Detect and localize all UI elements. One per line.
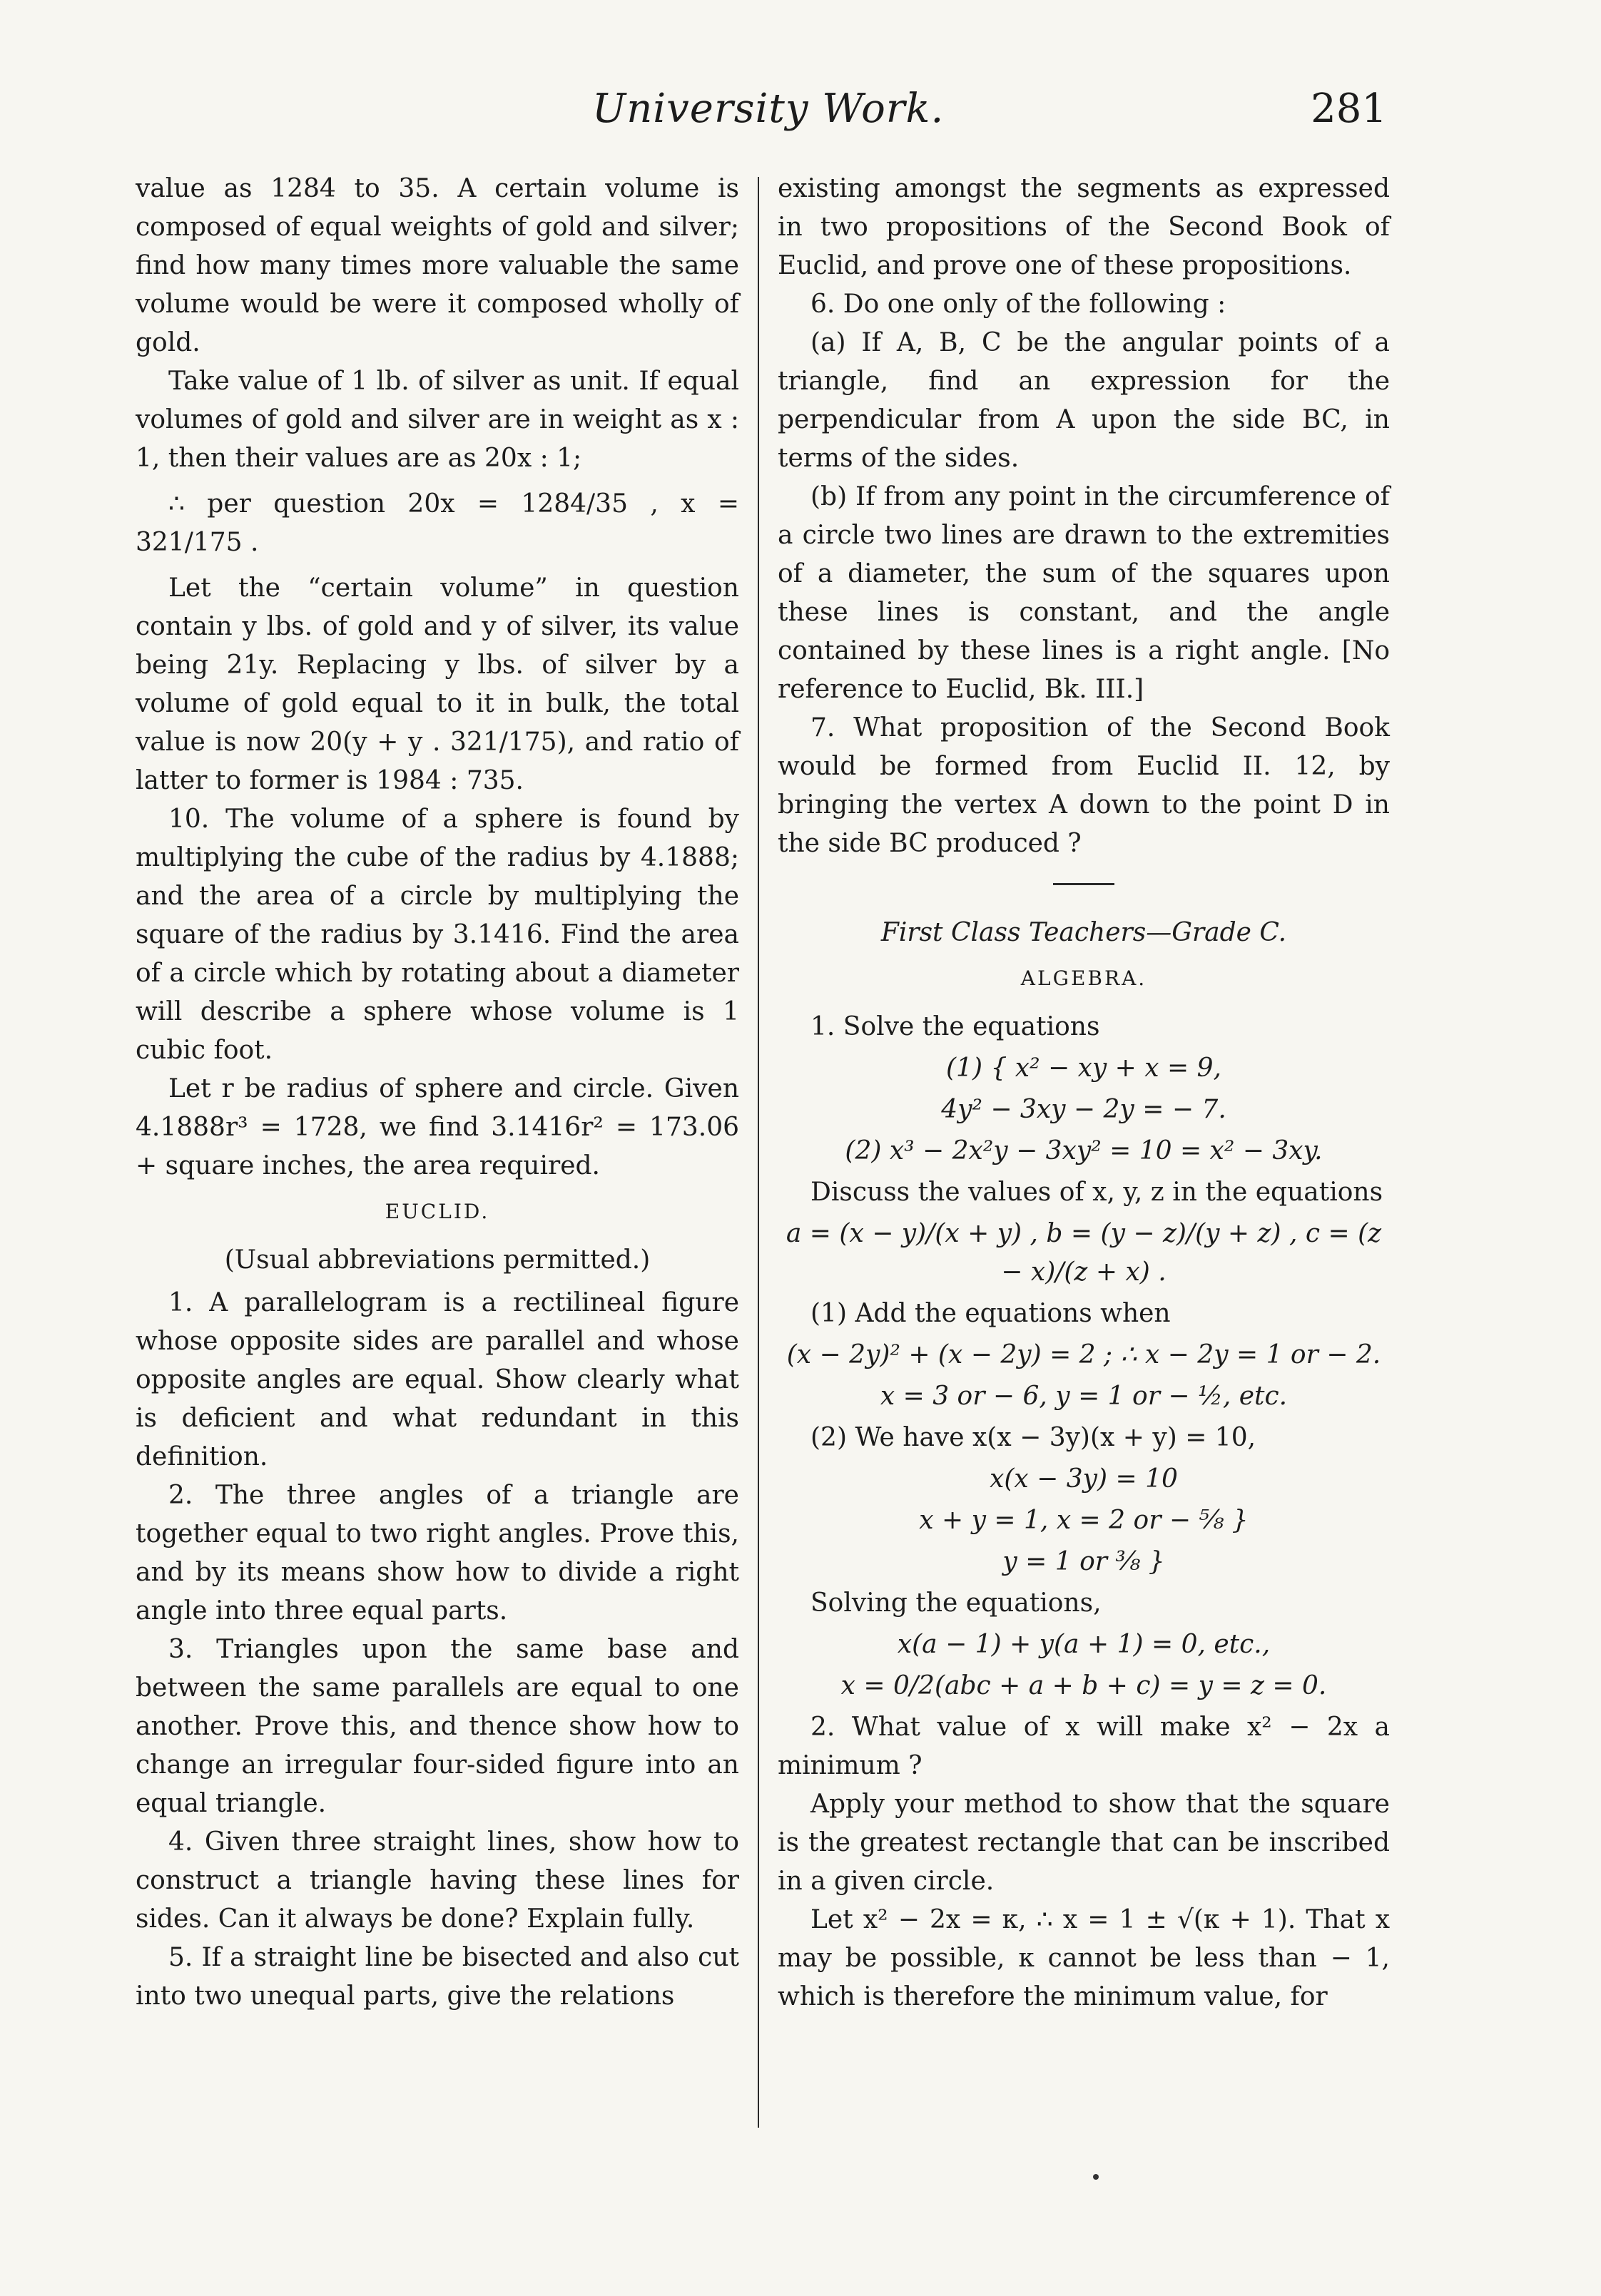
section-subtitle: (Usual abbreviations permitted.) (224, 1245, 651, 1275)
paragraph: Take value of 1 lb. of silver as unit. If equal volumes of gold and silver are in weight as x : 1, then their values are as 20x : 1; (136, 367, 739, 473)
equation: (2) x³ − 2x²y − 3xy² = 10 = x² − 3xy. (845, 1136, 1323, 1165)
equation: y = 1 or ⅜ } (1002, 1547, 1165, 1576)
paragraph: Apply your method to show that the square is the greatest rectangle that can be inscribed in a given circle. (778, 1790, 1390, 1896)
section-title: First Class Teachers—Grade C. (880, 918, 1287, 947)
equation: 4y² − 3xy − 2y = − 7. (941, 1095, 1226, 1124)
equation: (1) { x² − xy + x = 9, (946, 1053, 1221, 1083)
equation: a = (x − y)/(x + y) , b = (y − z)/(y + z) , c = (z − x)/(z + x) . (786, 1219, 1382, 1287)
question-10: 10. The volume of a sphere is found by multiplying the cube of the radius by 4.1888; and the area of a circle by multiplying the square of the radius by 3.1416. Find the area of a circle which by rotating about a diameter will describe a sphere whose volume is 1 cubic foot. (136, 805, 739, 1065)
right-column (778, 170, 1390, 2016)
solution-line: (2) We have x(x − 3y)(x + y) = 10, (810, 1423, 1256, 1452)
equation: x + y = 1, x = 2 or − ⅝ } (919, 1506, 1249, 1535)
question-3: 3. Triangles upon the same base and between the same parallels are equal to one another. Prove this, and thence show how to change an irregular four-sided figure into an equal triangle. (136, 1635, 739, 1818)
equation: x = 3 or − 6, y = 1 or − ½, etc. (880, 1382, 1288, 1411)
question-2: 2. The three angles of a triangle are together equal to two right angles. Prove this, and by its means show how to divide a right angle into three equal parts. (136, 1481, 739, 1626)
question-6b: (b) If from any point in the circumference of a circle two lines are drawn to the extremities of a diameter, the sum of the squares upon these lines is constant, and the angle contained by these lines is a right angle. [No reference to Euclid, Bk. III.] (778, 482, 1390, 704)
page-header (0, 86, 1601, 143)
section-heading-euclid: EUCLID. (385, 1200, 490, 1223)
page-mark-dot (1093, 2174, 1099, 2180)
equation: x = 0/2(abc + a + b + c) = y = z = 0. (840, 1671, 1327, 1700)
paragraph: existing amongst the segments as expressed in two propositions of the Second Book of Euclid, and prove one of these propositions. (778, 174, 1390, 280)
paragraph: Let the “certain volume” in question contain y lbs. of gold and y of silver, its value being 21y. Replacing y lbs. of silver by a volume of gold equal to it in bulk, the total value is now 20(y + y . 321/175), and ratio of latter to former is 1984 : 735. (136, 573, 739, 795)
question-6a: (a) If A, B, C be the angular points of a triangle, find an expression for the perpendicular from A upon the side BC, in terms of the sides. (778, 328, 1390, 473)
left-column (136, 170, 739, 2016)
page-number: 281 (1311, 86, 1387, 132)
question-1: 1. A parallelogram is a rectilineal figure whose opposite sides are parallel and whose opposite angles are equal. Show clearly what is deficient and what redundant in this definition. (136, 1288, 739, 1471)
equation: ∴ per question 20x = 1284/35 , x = 321/175 . (136, 489, 739, 557)
answer-10: Let r be radius of sphere and circle. Given 4.1888r³ = 1728, we find 3.1416r² = 173.06 + square inches, the area required. (136, 1074, 739, 1180)
section-heading-algebra: ALGEBRA. (1020, 966, 1147, 990)
solution-line: (1) Add the equations when (810, 1299, 1171, 1328)
question-4: 4. Given three straight lines, show how to construct a triangle having these lines for sides. Can it always be done? Explain fully. (136, 1827, 739, 1934)
question-7: 7. What proposition of the Second Book would be formed from Euclid II. 12, by bringing the vertex A down to the point D in the side BC produced ? (778, 713, 1390, 858)
question-5: 5. If a straight line be bisected and also cut into two unequal parts, give the relations (136, 1943, 739, 2011)
algebra-question-2: 2. What value of x will make x² − 2x a minimum ? (778, 1713, 1390, 1780)
equation: x(x − 3y) = 10 (990, 1464, 1178, 1494)
equation: (x − 2y)² + (x − 2y) = 2 ; ∴ x − 2y = 1 or − 2. (786, 1340, 1381, 1369)
running-title: University Work. (592, 86, 945, 132)
algebra-question-1: 1. Solve the equations (810, 1012, 1100, 1041)
column-divider (758, 177, 759, 2128)
paragraph: Discuss the values of x, y, z in the equations (810, 1178, 1383, 1207)
equation: x(a − 1) + y(a + 1) = 0, etc., (897, 1630, 1271, 1659)
paragraph: value as 1284 to 35. A certain volume is composed of equal weights of gold and silver; find how many times more valuable the same volume would be were it composed wholly of gold. (136, 174, 739, 357)
question-6: 6. Do one only of the following : (810, 290, 1226, 319)
section-rule (1053, 883, 1114, 885)
paragraph: Let x² − 2x = κ, ∴ x = 1 ± √(κ + 1). That x may be possible, κ cannot be less than − 1, which is therefore the minimum value, for (778, 1905, 1390, 2011)
solution-line: Solving the equations, (810, 1588, 1102, 1618)
